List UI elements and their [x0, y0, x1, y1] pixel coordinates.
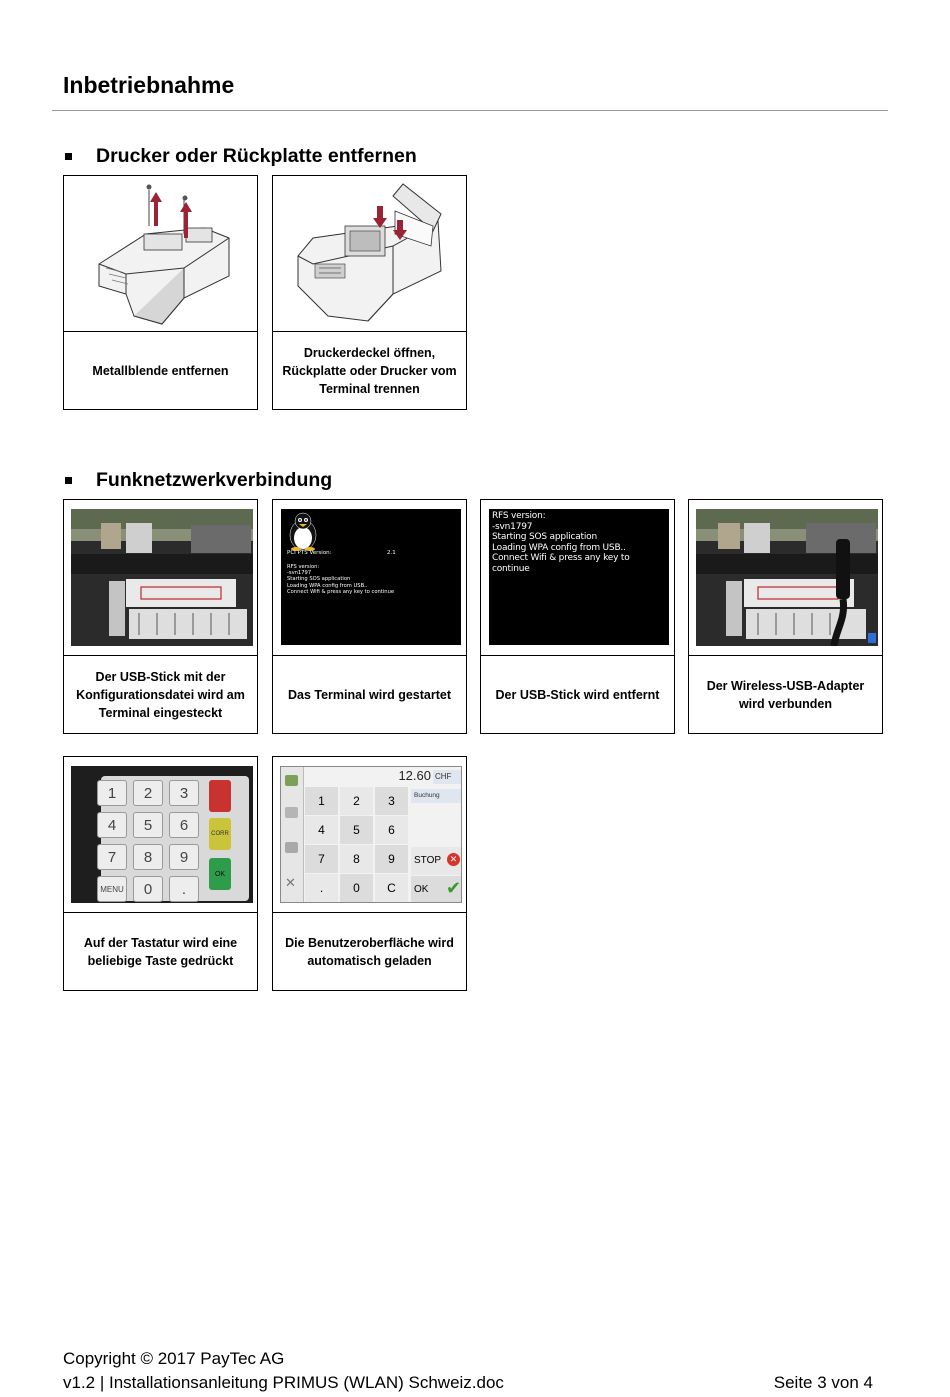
- ui-key[interactable]: 1: [305, 787, 338, 815]
- ui-number-pad: [305, 787, 410, 902]
- boot-log-line: Loading WPA config from USB..: [492, 542, 626, 553]
- keypad-ok-key[interactable]: OK: [209, 858, 231, 890]
- step-caption: Druckerdeckel öffnen, Rückplatte oder Drucker vom Terminal trennen: [282, 345, 457, 396]
- step-caption: Der USB-Stick wird entfernt: [495, 687, 660, 702]
- boot-log-line: Connect Wifi & press any key to continue: [492, 553, 630, 574]
- boot-log-line: Connect Wifi & press any key to continue: [287, 588, 395, 595]
- boot-log-zoom: [492, 511, 669, 575]
- footer-document-name: v1.2 | Installationsanleitung PRIMUS (WLAN) Schweiz.doc: [63, 1373, 504, 1392]
- photo-frame: [689, 500, 882, 656]
- keypad-key[interactable]: 6: [169, 812, 199, 838]
- terminal-internal-photo: [71, 509, 253, 646]
- penguin-logo-icon: [286, 511, 320, 551]
- sidebar-tool-icon[interactable]: [285, 775, 298, 786]
- ui-key[interactable]: 3: [375, 787, 408, 815]
- transaction-type-select[interactable]: Buchung: [411, 789, 462, 803]
- section-heading-text: Funknetzwerkverbindung: [96, 469, 333, 491]
- keypad-key[interactable]: 4: [97, 812, 127, 838]
- pci-version-value: 2.1: [387, 550, 396, 556]
- ui-key[interactable]: 6: [375, 816, 408, 844]
- ui-key[interactable]: C: [375, 874, 408, 902]
- photo-frame: [64, 757, 257, 913]
- stop-label: STOP: [414, 855, 442, 866]
- keypad-grid: [97, 780, 207, 902]
- step-connect-wifi-adapter: [688, 499, 883, 734]
- keypad-key[interactable]: 7: [97, 844, 127, 870]
- terminal-cover-illustration: [273, 176, 466, 331]
- keypad-key[interactable]: 8: [133, 844, 163, 870]
- currency-select[interactable]: CHF: [433, 770, 462, 784]
- step-open-printer-cover: [272, 175, 467, 410]
- ui-key[interactable]: 5: [340, 816, 373, 844]
- check-icon: ✔: [446, 878, 462, 898]
- footer-copyright: Copyright © 2017 PayTec AG: [63, 1349, 285, 1368]
- step-caption: Metallblende entfernen: [92, 363, 229, 378]
- boot-screen: [281, 509, 461, 645]
- sidebar-users-icon[interactable]: [285, 807, 298, 818]
- step-ui-loaded: [272, 756, 467, 991]
- boot-log-line: RFS version:: [492, 511, 546, 521]
- boot-log-line: -svn1797: [492, 521, 533, 532]
- ok-label: OK: [414, 884, 429, 895]
- photo-frame: [64, 500, 257, 656]
- ui-key[interactable]: 4: [305, 816, 338, 844]
- bullet-icon: [65, 477, 72, 484]
- keypad-key[interactable]: 2: [133, 780, 163, 806]
- step-remove-usb-stick: [480, 499, 675, 734]
- step-caption: Der Wireless-USB-Adapter wird verbunden: [706, 678, 865, 711]
- boot-log-line: Starting SOS application: [287, 576, 351, 583]
- keypad-corr-key[interactable]: CORR: [209, 818, 231, 850]
- step-press-any-key: [63, 756, 258, 991]
- keypad-cancel-key[interactable]: [209, 780, 231, 812]
- step-insert-usb-stick: [63, 499, 258, 734]
- keypad-key[interactable]: 3: [169, 780, 199, 806]
- title-divider: [52, 110, 888, 111]
- photo-frame: [481, 500, 674, 656]
- pci-version-label: PCI PTS Version:: [287, 550, 332, 556]
- page-title: Inbetriebnahme: [63, 72, 235, 98]
- section-heading-text: Drucker oder Rückplatte entfernen: [96, 145, 417, 167]
- ok-button[interactable]: [411, 876, 462, 903]
- boot-log-line: RFS version:: [287, 564, 320, 570]
- step-caption: Der USB-Stick mit der Konfigurationsdatei wird am Terminal eingesteckt: [76, 669, 245, 720]
- section-heading-wifi: [96, 469, 332, 492]
- ui-key[interactable]: 7: [305, 845, 338, 873]
- stop-icon: ✕: [447, 853, 460, 866]
- boot-screen-zoom: [489, 509, 669, 645]
- keypad-photo: [71, 766, 253, 903]
- keypad-key-menu[interactable]: MENU: [97, 876, 127, 902]
- terminal-back-illustration: [64, 176, 257, 332]
- payment-ui-screen: [280, 766, 462, 903]
- terminal-open-illustration: [273, 176, 466, 332]
- amount-display: 12.60: [398, 768, 431, 783]
- boot-log-line: Starting SOS application: [492, 532, 597, 543]
- keypad-key[interactable]: 0: [133, 876, 163, 902]
- step-caption: Die Benutzeroberfläche wird automatisch geladen: [285, 935, 454, 968]
- ui-key[interactable]: 8: [340, 845, 373, 873]
- footer-page-number: Seite 3 von 4: [773, 1373, 873, 1392]
- step-terminal-start: [272, 499, 467, 734]
- boot-log-line: -svn1797: [287, 570, 312, 577]
- sidebar-settings-icon[interactable]: ✕: [285, 875, 296, 890]
- ui-sidebar: [281, 767, 304, 903]
- photo-frame: [273, 757, 466, 913]
- adapter-photo: [696, 509, 878, 646]
- step-caption: Das Terminal wird gestartet: [287, 687, 451, 702]
- ui-key[interactable]: .: [305, 874, 338, 902]
- step-caption: Auf der Tastatur wird eine beliebige Taste gedrückt: [83, 935, 238, 968]
- ui-key[interactable]: 9: [375, 845, 408, 873]
- keypad-key[interactable]: 1: [97, 780, 127, 806]
- boot-log-line: Loading WPA config from USB..: [287, 582, 368, 589]
- photo-frame: [273, 500, 466, 656]
- boot-log: [287, 564, 394, 595]
- step-remove-metal-cover: [63, 175, 258, 410]
- stop-button[interactable]: [411, 847, 462, 875]
- terminal-screws-illustration: [64, 176, 257, 331]
- ui-key[interactable]: 2: [340, 787, 373, 815]
- sidebar-chart-icon[interactable]: [285, 842, 298, 853]
- keypad-key[interactable]: 9: [169, 844, 199, 870]
- bullet-icon: [65, 153, 72, 160]
- keypad-key[interactable]: .: [169, 876, 199, 902]
- ui-key[interactable]: 0: [340, 874, 373, 902]
- keypad-key[interactable]: 5: [133, 812, 163, 838]
- section-heading-printer: [96, 145, 417, 168]
